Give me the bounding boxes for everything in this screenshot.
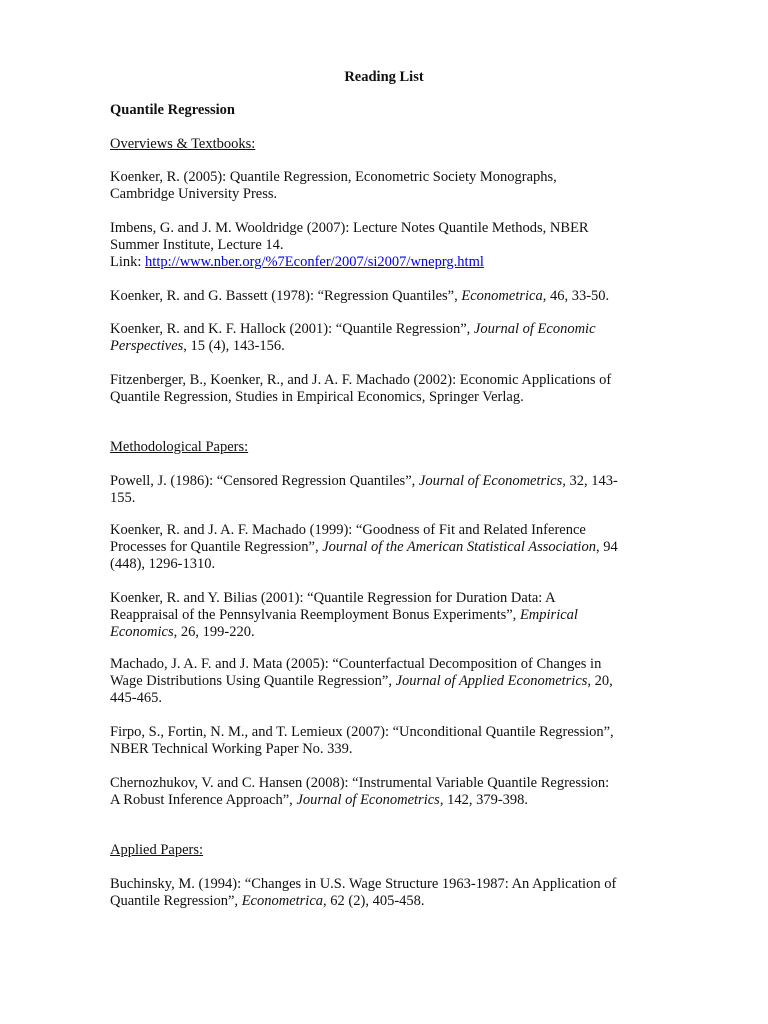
reference-firpo-fortin-lemieux-2007: Firpo, S., Fortin, N. M., and T. Lemieux (2007): “Unconditional Quantile Regression”, NBER Technical Working Paper No. 339. bbox=[110, 724, 614, 757]
reference-fitzenberger-2002: Fitzenberger, B., Koenker, R., and J. A. F. Machado (2002): Economic Applications of Quantile Regression, Studies in Empirical Economics, Springer Verlag. bbox=[110, 372, 612, 405]
nber-lecture-link[interactable]: http://www.nber.org/%7Econfer/2007/si2007/wneprg.html bbox=[145, 253, 484, 270]
reference-koenker-bassett-1978: Koenker, R. and G. Bassett (1978): “Regression Quantiles”, Econometrica, 46, 33-50. bbox=[110, 288, 610, 304]
reference-koenker-bilias-2001: Koenker, R. and Y. Bilias (2001): “Quantile Regression for Duration Data: A Reappraisal of the Pennsylvania Reemployment Bonus Experiments”, Empirical Economics, 26, 199-220. bbox=[110, 590, 578, 640]
section-heading-applied: Applied Papers: bbox=[110, 842, 204, 858]
reference-imbens-wooldridge-2007: Imbens, G. and J. M. Wooldridge (2007): Lecture Notes Quantile Methods, NBER Summer Institute, Lecture 14. Link: http://www.nber.org/%7Econfer/2007/si2007/wneprg.html bbox=[110, 220, 589, 270]
topic-heading: Quantile Regression bbox=[110, 102, 235, 118]
reference-koenker-2005: Koenker, R. (2005): Quantile Regression, Econometric Society Monographs, Cambridge University Press. bbox=[110, 169, 557, 202]
reference-machado-mata-2005: Machado, J. A. F. and J. Mata (2005): “Counterfactual Decomposition of Changes in Wage Distributions Using Quantile Regression”, Journal of Applied Econometrics, 20, 445-465. bbox=[110, 656, 613, 706]
section-heading-overviews: Overviews & Textbooks: bbox=[110, 136, 256, 152]
reference-koenker-hallock-2001: Koenker, R. and K. F. Hallock (2001): “Quantile Regression”, Journal of Economic Perspectives, 15 (4), 143-156. bbox=[110, 321, 596, 354]
reference-powell-1986: Powell, J. (1986): “Censored Regression Quantiles”, Journal of Econometrics, 32, 143- 155. bbox=[110, 473, 618, 506]
section-heading-methodological: Methodological Papers: bbox=[110, 439, 249, 455]
reference-buchinsky-1994: Buchinsky, M. (1994): “Changes in U.S. Wage Structure 1963-1987: An Application of Quantile Regression”, Econometrica, 62 (2), 405-458. bbox=[110, 876, 617, 909]
reference-koenker-machado-1999: Koenker, R. and J. A. F. Machado (1999): “Goodness of Fit and Related Inference Processes for Quantile Regression”, Journal of the American Statistical Association, 94 (448), 1296-1310. bbox=[110, 522, 618, 572]
reference-chernozhukov-hansen-2008: Chernozhukov, V. and C. Hansen (2008): “Instrumental Variable Quantile Regression: A Robust Inference Approach”, Journal of Econometrics, 142, 379-398. bbox=[110, 775, 610, 808]
page-title: Reading List bbox=[344, 69, 424, 85]
